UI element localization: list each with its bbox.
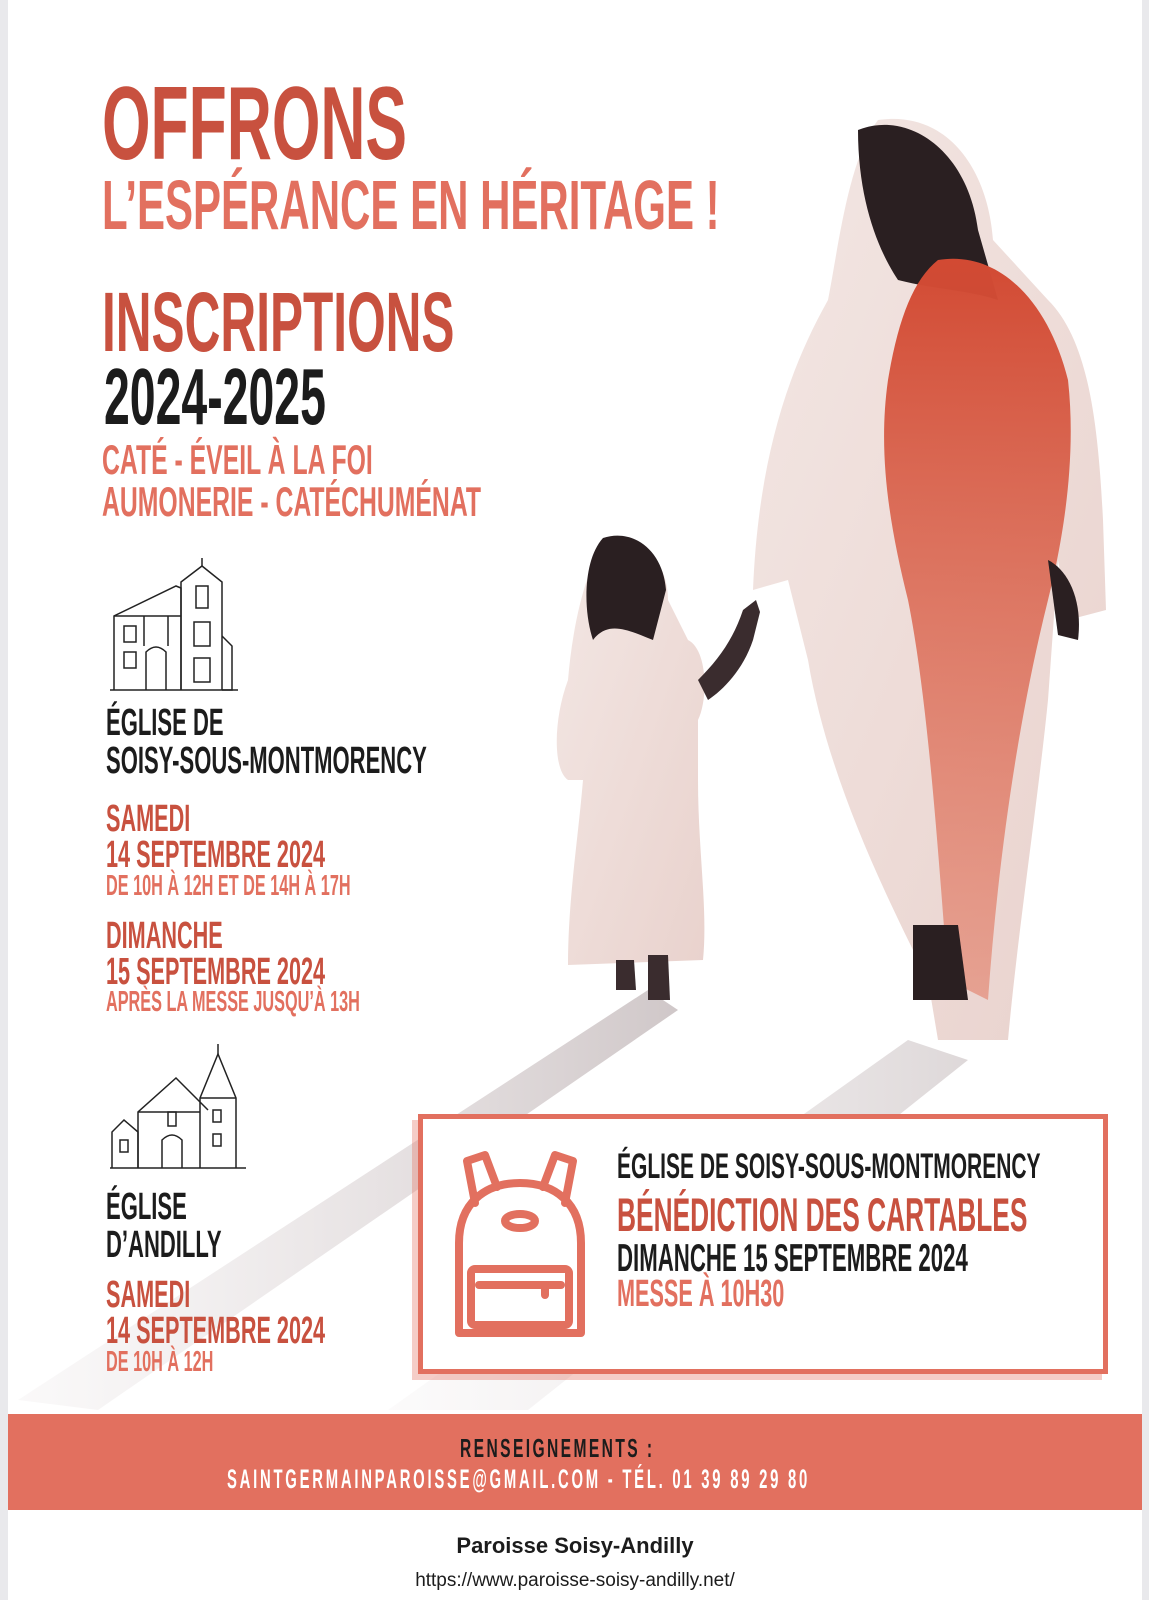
andilly-name-line2: D’ANDILLY [106, 1224, 222, 1266]
soisy-session1-hours: DE 10H À 12H ET DE 14H À 17H [106, 870, 351, 902]
contact-label: RENSEIGNEMENTS : [460, 1433, 655, 1463]
footer-parish: Paroisse Soisy-Andilly [456, 1533, 694, 1558]
andilly-name-line1: ÉGLISE [106, 1186, 187, 1228]
blessing-date: DIMANCHE 15 SEPTEMBRE 2024 [617, 1237, 968, 1280]
blessing-title: BÉNÉDICTION DES CARTABLES [617, 1188, 1028, 1241]
andilly-session1-day: SAMEDI [106, 1274, 191, 1316]
blessing-mass: MESSE À 10H30 [617, 1273, 785, 1315]
blessing-place: ÉGLISE DE SOISY-SOUS-MONTMORENCY [617, 1147, 1041, 1186]
headline-esperance: L’ESPÉRANCE EN HÉRITAGE ! [102, 166, 720, 244]
church-soisy-drawing [106, 556, 242, 696]
inscriptions-title: INSCRIPTIONS [102, 275, 455, 369]
blessing-notice [418, 1114, 1108, 1374]
contact-line: SAINTGERMAINPAROISSE@GMAIL.COM - TÉL. 01 39 89 29 80 [227, 1464, 810, 1494]
soisy-session1-date: 14 SEPTEMBRE 2024 [106, 834, 326, 876]
poster [8, 0, 1142, 1600]
andilly-session1-hours: DE 10H À 12H [106, 1346, 214, 1378]
soisy-session1-day: SAMEDI [106, 798, 191, 840]
headline-offrons: OFFRONS [102, 66, 408, 182]
soisy-session2-day: DIMANCHE [106, 915, 223, 957]
soisy-name-line1: ÉGLISE DE [106, 702, 224, 744]
church-andilly-drawing [108, 1042, 248, 1172]
soisy-name-line2: SOISY-SOUS-MONTMORENCY [106, 740, 427, 782]
soisy-session2-hours: APRÈS LA MESSE JUSQU’À 13H [106, 986, 360, 1018]
soisy-session2-date: 15 SEPTEMBRE 2024 [106, 951, 326, 993]
backpack-icon [445, 1143, 595, 1347]
contact-band [8, 1414, 1142, 1510]
footer-url[interactable]: https://www.paroisse-soisy-andilly.net/ [415, 1570, 735, 1591]
inscriptions-year: 2024-2025 [104, 352, 326, 441]
programs-line2: AUMONERIE - CATÉCHUMÉNAT [102, 478, 482, 525]
andilly-session1-date: 14 SEPTEMBRE 2024 [106, 1310, 326, 1352]
programs-line1: CATÉ - ÉVEIL À LA FOI [102, 436, 373, 483]
